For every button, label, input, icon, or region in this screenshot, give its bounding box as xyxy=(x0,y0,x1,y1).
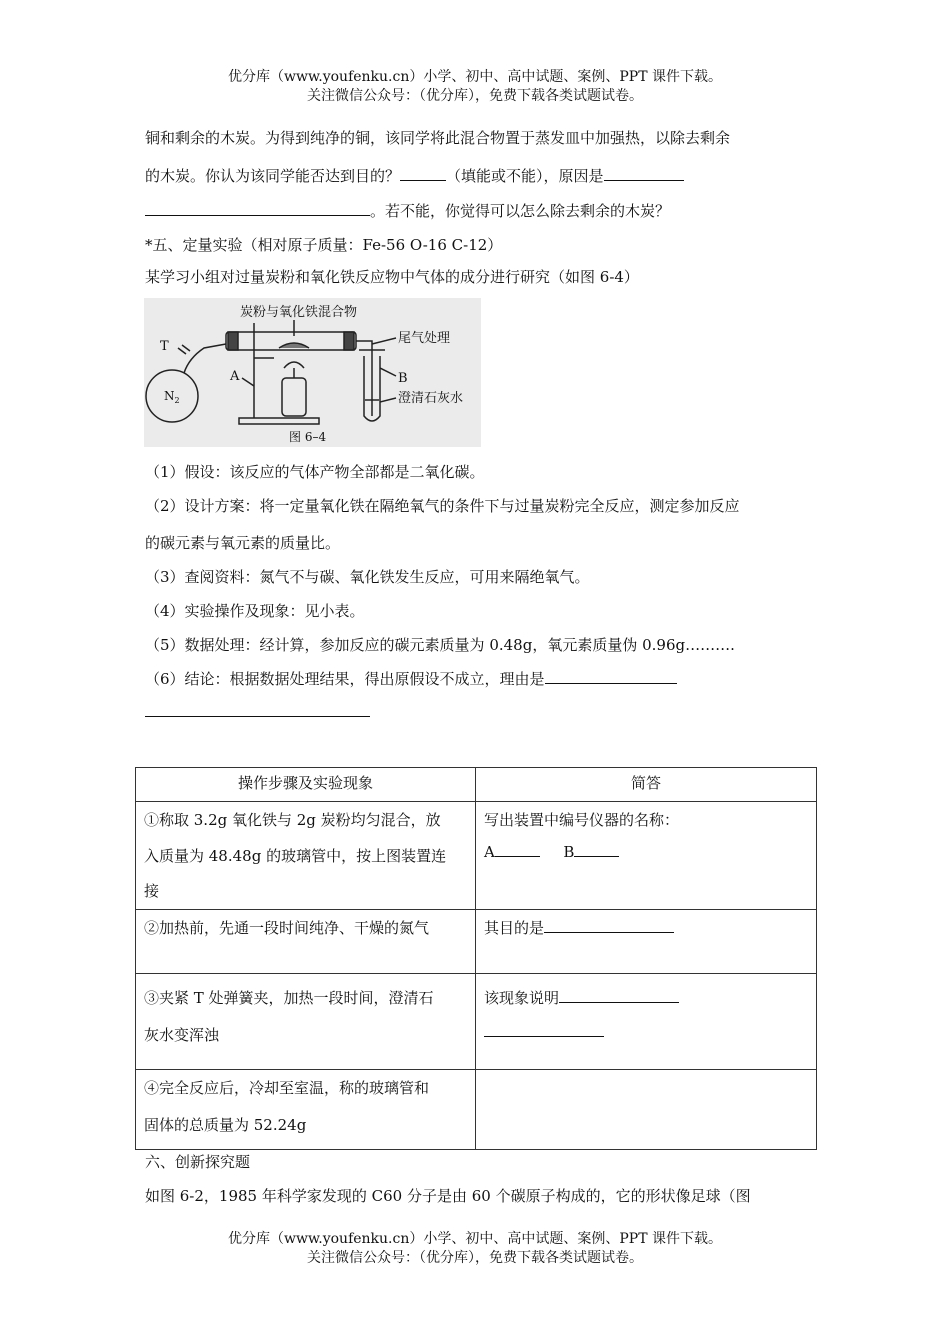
row-1-op-line-2: 入质量为 48.48g 的玻璃管中，按上图装置连 xyxy=(144,847,447,865)
apparatus-figure xyxy=(144,298,481,447)
row-2-ans-text: 其目的是 xyxy=(484,919,545,937)
step-6-text: （6）结论：根据数据处理结果，得出原假设不成立，理由是 xyxy=(145,670,545,688)
footer-line-2: 关注微信公众号：（优分库），免费下载各类试题试卷。 xyxy=(307,1250,643,1266)
label-B: B xyxy=(563,843,575,861)
clip-T xyxy=(178,345,190,354)
row-1-ans-line-1: 写出装置中编号仪器的名称： xyxy=(484,811,680,829)
table-row xyxy=(136,910,817,974)
row-3-ans-text: 该现象说明 xyxy=(484,989,560,1007)
label-A: A xyxy=(484,843,495,861)
row-3-ans-line-1 xyxy=(484,974,808,1017)
row-3-ans-line-2 xyxy=(484,1017,808,1047)
answer-blank-conclusion-cont xyxy=(145,702,370,717)
page-header xyxy=(0,68,950,106)
row-3-answer xyxy=(476,974,817,1070)
answer-blank-phenomenon-cont xyxy=(484,1022,604,1037)
stopper-left xyxy=(228,332,238,350)
row-1-answer xyxy=(476,802,817,910)
row-2-operation xyxy=(136,910,476,974)
row-3-op-line-1: ③夹紧 T 处弹簧夹，加热一段时间，澄清石 xyxy=(144,989,434,1007)
step-2-line-1: （2）设计方案：将一定量氧化铁在隔绝氧气的条件下与过量炭粉完全反应，测定参加反应 xyxy=(145,497,740,515)
step-5: （5）数据处理：经计算，参加反应的碳元素质量为 0.48g，氧元素质量伪 0.96g………. xyxy=(145,636,735,654)
intro-line-2-text: 的木炭。你认为该同学能否达到目的？ xyxy=(145,167,401,185)
step-1: （1）假设：该反应的气体产物全部都是二氧化碳。 xyxy=(145,463,485,481)
row-4-operation xyxy=(136,1070,476,1150)
section-5-desc: 某学习小组对过量炭粉和氧化铁反应物中气体的成分进行研究（如图 6-4） xyxy=(145,268,639,286)
table-row xyxy=(136,802,817,910)
figure-caption: 图 6–4 xyxy=(289,430,327,444)
answer-blank-B xyxy=(574,842,619,857)
answer-blank-reason xyxy=(604,166,684,181)
figure-label-N2 xyxy=(164,389,180,405)
header-line-2: 关注微信公众号：（优分库），免费下载各类试题试卷。 xyxy=(307,88,643,104)
table-header-answers: 简答 xyxy=(476,768,817,802)
answer-blank-can xyxy=(400,166,446,181)
row-2-op-line-1: ②加热前，先通一段时间纯净、干燥的氮气 xyxy=(144,919,430,937)
step-6 xyxy=(145,668,677,689)
table-header-row xyxy=(136,768,817,802)
figure-label-N2-sub: 2 xyxy=(174,396,180,405)
header-line-1: 优分库（www.youfenku.cn）小学、初中、高中试题、案例、PPT 课件下载。 xyxy=(227,69,722,85)
alcohol-lamp xyxy=(282,378,306,416)
answer-blank-phenomenon xyxy=(559,988,679,1003)
table-row xyxy=(136,974,817,1070)
page-footer xyxy=(0,1230,950,1268)
row-2-ans-line-1 xyxy=(484,910,808,947)
row-4-answer xyxy=(476,1070,817,1150)
answer-blank-conclusion xyxy=(545,669,677,684)
nitrogen-hose xyxy=(184,344,226,373)
stand-base xyxy=(239,418,319,424)
figure-label-exhaust: 尾气处理 xyxy=(398,331,451,346)
section-6-line-1: 如图 6-2，1985 年科学家发现的 C60 分子是由 60 个碳原子构成的，它的形状像足球（图 xyxy=(145,1187,751,1205)
answer-blank-A xyxy=(495,842,540,857)
figure-label-A: A xyxy=(230,369,240,384)
leader-B xyxy=(380,368,396,376)
row-1-ans-line-2 xyxy=(484,839,808,865)
table-header-steps: 操作步骤及实验现象 xyxy=(136,768,476,802)
experiment-table xyxy=(135,767,817,1150)
intro-line-1: 铜和剩余的木炭。为得到纯净的铜，该同学将此混合物置于蒸发皿中加强热，以除去剩余 xyxy=(145,129,731,147)
row-2-answer xyxy=(476,910,817,974)
apparatus-diagram xyxy=(144,298,481,447)
leader-exhaust xyxy=(372,338,396,344)
step-2-line-2: 的碳元素与氧元素的质量比。 xyxy=(145,534,341,552)
figure-label-mixture: 炭粉与氧化铁混合物 xyxy=(240,305,358,320)
section-5-title: *五、定量实验（相对原子质量：Fe-56 O-16 C-12） xyxy=(145,236,503,254)
answer-blank-reason-cont xyxy=(145,201,370,216)
stopper-right xyxy=(344,332,354,350)
intro-line-2-tail: （填能或不能），原因是 xyxy=(446,167,604,185)
leader-limewater xyxy=(380,398,396,402)
flame xyxy=(284,362,304,368)
leader-A xyxy=(242,378,254,386)
figure-label-limewater: 澄清石灰水 xyxy=(398,391,464,406)
row-1-operation xyxy=(136,802,476,910)
intro-line-3 xyxy=(145,200,670,221)
row-4-op-line-2: 固体的总质量为 52.24g xyxy=(144,1116,307,1134)
figure-label-N: N xyxy=(164,389,175,403)
table-row xyxy=(136,1070,817,1150)
answer-blank-purpose xyxy=(544,918,674,933)
row-3-op-line-2: 灰水变浑浊 xyxy=(144,1026,220,1044)
step-6-cont xyxy=(145,702,370,721)
step-4: （4）实验操作及现象：见小表。 xyxy=(145,602,365,620)
intro-line-2 xyxy=(145,165,684,186)
section-6-title: 六、创新探究题 xyxy=(145,1153,251,1171)
row-1-op-line-1: ①称取 3.2g 氧化铁与 2g 炭粉均匀混合，放 xyxy=(144,811,441,829)
step-3: （3）查阅资料：氮气不与碳、氧化铁发生反应，可用来隔绝氧气。 xyxy=(145,568,590,586)
intro-line-3-text: 。若不能，你觉得可以怎么除去剩余的木炭？ xyxy=(370,202,671,220)
mixture-in-tube xyxy=(279,343,309,348)
figure-label-B: B xyxy=(398,371,408,386)
figure-label-T: T xyxy=(160,339,169,354)
footer-line-1: 优分库（www.youfenku.cn）小学、初中、高中试题、案例、PPT 课件下载。 xyxy=(227,1231,722,1247)
row-4-op-line-1: ④完全反应后，冷却至室温，称的玻璃管和 xyxy=(144,1079,430,1097)
row-3-operation xyxy=(136,974,476,1070)
row-1-op-line-3: 接 xyxy=(144,882,160,900)
